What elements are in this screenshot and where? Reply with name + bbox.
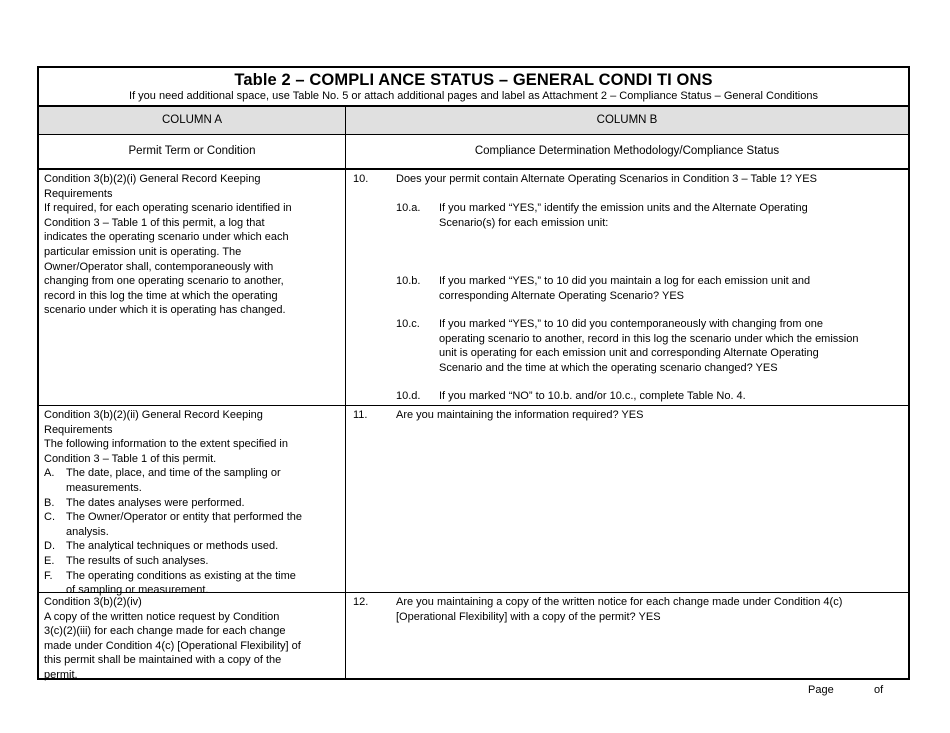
condition-line: Condition 3(b)(2)(iv)	[44, 596, 142, 608]
condition-line: The following information to the extent specified in	[44, 438, 288, 451]
list-item-line: The analytical techniques or methods used.	[66, 540, 279, 553]
row-divider	[39, 592, 908, 593]
subquestion-line: operating scenario to another, record in this log the scenario under which the emission	[439, 332, 859, 345]
condition-line: record in this log the time at which the operating	[44, 289, 278, 302]
list-item-line: of sampling or measurement.	[66, 584, 209, 597]
list-item-label: C.	[44, 511, 55, 524]
list-item-line: The dates analyses were performed.	[66, 496, 245, 509]
condition-line: Condition 3(b)(2)(i) General Record Keeping	[44, 173, 261, 185]
condition-cell-2	[44, 408, 339, 598]
subquestion-line: If you marked “YES,” identify the emission units and the Alternate Operating	[439, 202, 808, 214]
condition-line: A copy of the written notice request by Condition	[44, 610, 280, 623]
page-of-label: of	[874, 684, 884, 696]
question-number: 12.	[353, 596, 369, 608]
condition-line: Condition 3 – Table 1 of this permit, a log that	[44, 216, 265, 229]
list-item	[44, 466, 339, 495]
subquestion-line: If you marked “YES,” to 10 did you contemporaneously with changing from one	[439, 318, 823, 330]
question-line: [Operational Flexibility] with a copy of the permit? YES	[396, 610, 661, 623]
page-label: Page	[808, 684, 834, 696]
list-item-line: The date, place, and time of the sampling or	[66, 467, 281, 480]
list-item	[44, 554, 339, 569]
condition-line: Condition 3 – Table 1 of this permit.	[44, 452, 217, 465]
subquestion-line: If you marked “YES,” to 10 did you maintain a log for each emission unit and	[439, 275, 811, 287]
column-a-subheader: Permit Term or Condition	[128, 145, 256, 157]
list-item-label: A.	[44, 467, 55, 480]
list-item-line: The operating conditions as existing at the time	[66, 569, 296, 582]
subquestion-text	[439, 274, 810, 303]
question-number: 10.	[353, 173, 369, 185]
question-number: 11.	[353, 409, 368, 421]
subquestion-line: If you marked “NO” to 10.b. and/or 10.c., complete Table No. 4.	[439, 390, 746, 402]
subquestion-number: 10.b.	[396, 275, 421, 287]
table-title-block	[39, 68, 908, 106]
list-item-line: analysis.	[66, 525, 109, 538]
condition-line: scenario under which it is operating has changed.	[44, 304, 286, 317]
subquestion-number: 10.d.	[396, 390, 421, 402]
table-title: Table 2 – COMPLI ANCE STATUS – GENERAL CONDI TI ONS	[234, 71, 713, 89]
condition-line: Owner/Operator shall, contemporaneously with	[44, 260, 274, 273]
list-item-label: D.	[44, 540, 55, 553]
condition-line: Requirements	[44, 423, 113, 436]
question-text	[396, 595, 842, 624]
list-item	[44, 569, 339, 598]
condition-cell-3	[44, 595, 339, 683]
subquestion-text	[439, 389, 746, 404]
table-subtitle: If you need additional space, use Table No. 5 or attach additional pages and label as Attachment 2 – Compliance Status – General Conditions	[129, 90, 818, 102]
column-a-header: COLUMN A	[39, 107, 345, 134]
subquestion-text	[439, 201, 808, 230]
list-item-line: The Owner/Operator or entity that performed the	[66, 511, 303, 524]
subquestion-number: 10.c.	[396, 318, 420, 330]
list-item-label: B.	[44, 496, 55, 509]
list-item-line: measurements.	[66, 481, 142, 494]
subquestion-line: Scenario(s) for each emission unit:	[439, 216, 609, 229]
condition-line: made under Condition 4(c) [Operational Flexibility] of	[44, 639, 301, 652]
list-item-label: E.	[44, 554, 55, 567]
condition-line: Requirements	[44, 187, 113, 200]
condition-line: If required, for each operating scenario identified in	[44, 202, 292, 215]
list-item-line: The results of such analyses.	[66, 554, 209, 567]
condition-line: indicates the operating scenario under which each	[44, 231, 289, 244]
condition-line: particular emission unit is operating. The	[44, 245, 242, 258]
column-b-header: COLUMN B	[346, 107, 908, 134]
compliance-table	[37, 66, 910, 680]
condition-line: permit.	[44, 668, 78, 681]
question-line: Are you maintaining a copy of the written notice for each change made under Condition 4(c)	[396, 596, 843, 608]
column-b-subheader: Compliance Determination Methodology/Compliance Status	[474, 145, 780, 157]
subquestion-number: 10.a.	[396, 202, 421, 214]
subquestion-line: unit is operating for each emission unit and corresponding Alternate Operating	[439, 347, 819, 360]
subquestion-line: Scenario and the time at which the operating scenario changed? YES	[439, 361, 778, 374]
row-divider	[39, 405, 908, 406]
list-item	[44, 496, 339, 511]
condition-cell-1	[44, 172, 339, 318]
list-item	[44, 510, 339, 539]
condition-line: 3(c)(2)(iii) for each change made for each change	[44, 625, 286, 638]
list-item	[44, 539, 339, 554]
condition-line: changing from one operating scenario to another,	[44, 275, 284, 288]
condition-line: this permit shall be maintained with a copy of the	[44, 654, 282, 667]
list-item-label: F.	[44, 569, 53, 582]
question-text: Does your permit contain Alternate Operating Scenarios in Condition 3 – Table 1? YES	[396, 173, 817, 185]
subquestion-line: corresponding Alternate Operating Scenario? YES	[439, 289, 685, 302]
condition-line: Condition 3(b)(2)(ii) General Record Keeping	[44, 409, 263, 421]
divider	[39, 168, 908, 170]
subquestion-text	[439, 317, 858, 375]
question-text: Are you maintaining the information required? YES	[396, 409, 644, 421]
